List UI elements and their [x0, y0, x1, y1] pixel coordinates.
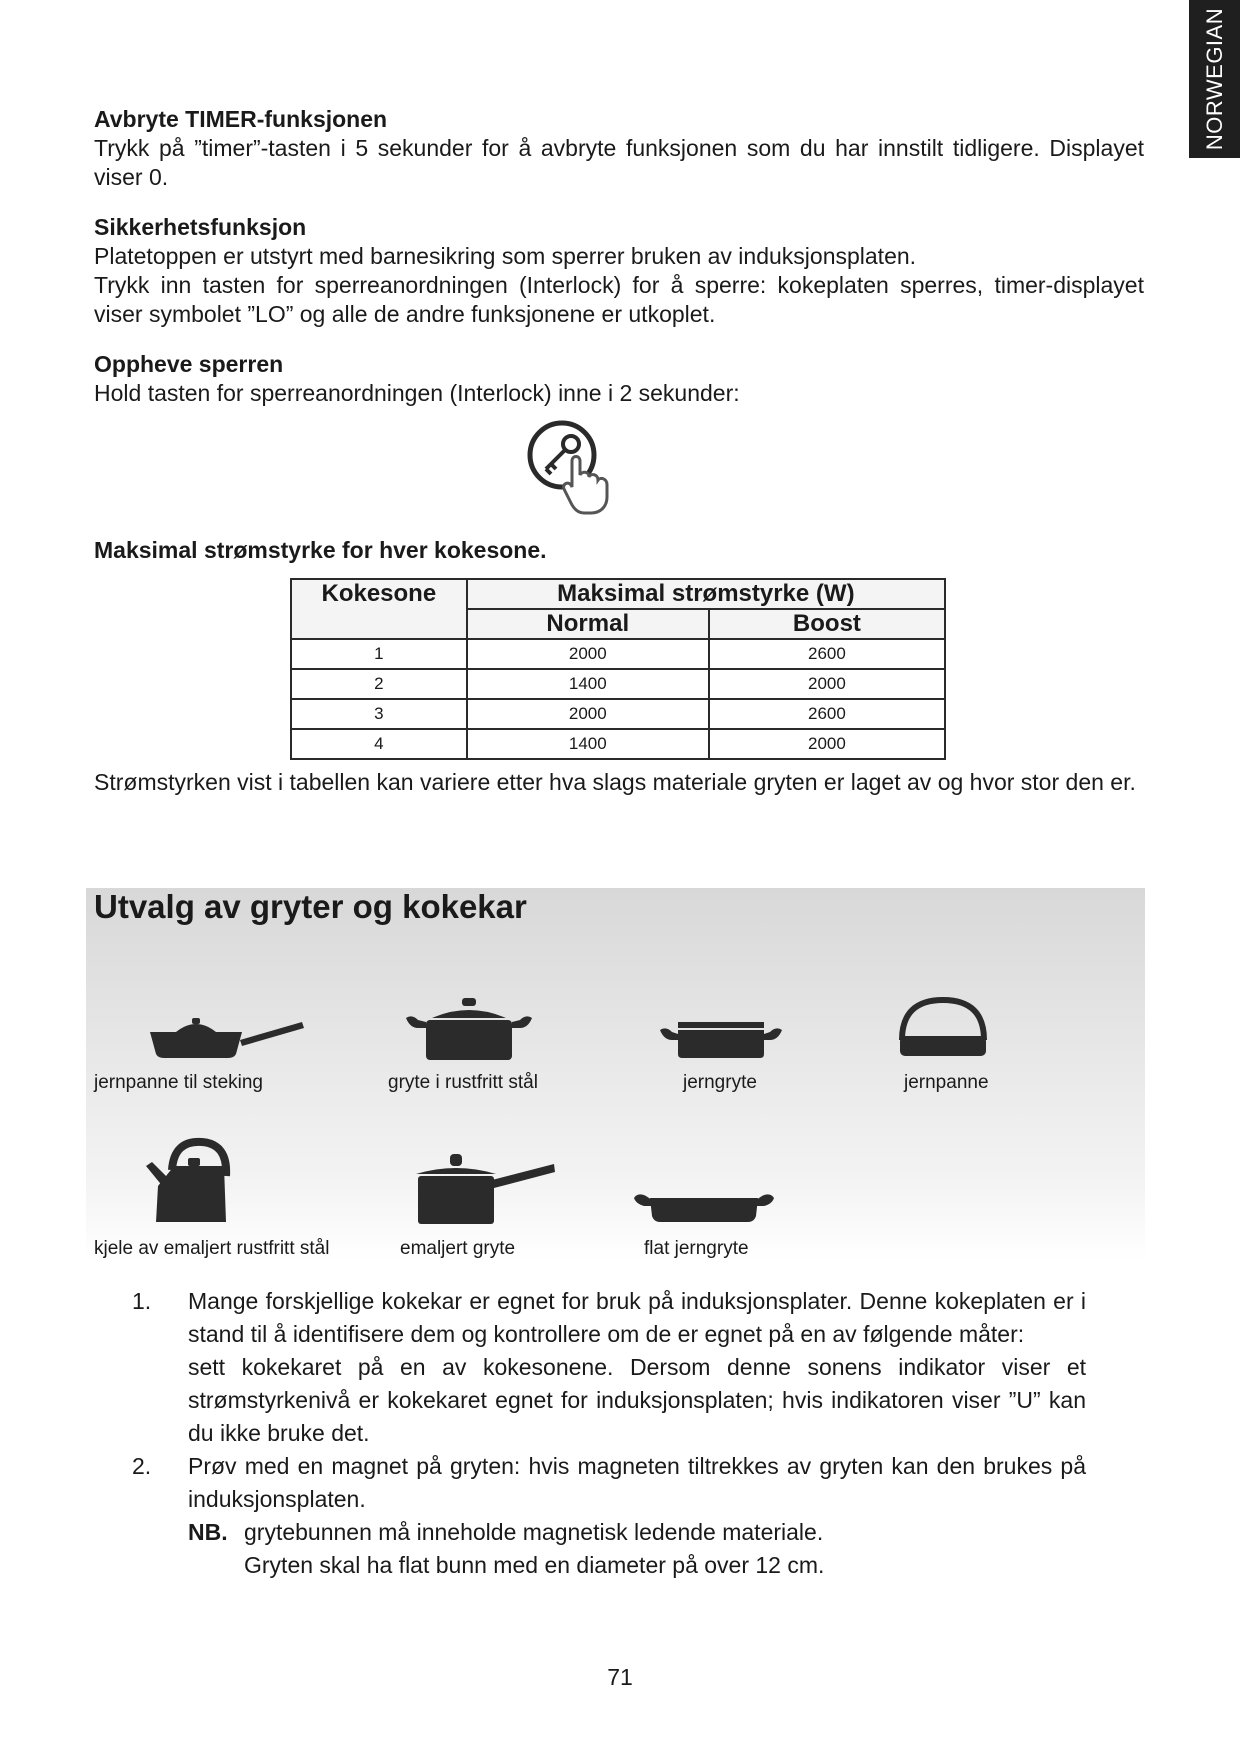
cookware-label: jernpanne [904, 1072, 989, 1093]
nb-label: NB. [188, 1519, 228, 1545]
safety-body-2: Trykk inn tasten for sperreanordningen (Interlock) for å sperre: kokeplaten sperres, timer-displayet viser symbolet ”LO” og alle de andre funksjonene er utkoplet. [94, 272, 1144, 327]
boost-cell: 2000 [709, 729, 945, 759]
table-row [291, 639, 945, 669]
boost-cell: 2000 [709, 669, 945, 699]
table-row [291, 669, 945, 699]
power-table [290, 578, 946, 760]
frying-pan-icon [146, 1012, 306, 1062]
kettle-icon [144, 1136, 244, 1226]
boost-cell: 2600 [709, 699, 945, 729]
zone-cell: 2 [291, 669, 467, 699]
safety-body-1: Platetoppen er utstyrt med barnesikring som sperrer bruken av induksjonsplaten. [94, 243, 917, 269]
list-item-text: Mange forskjellige kokekar er egnet for bruk på induksjonsplater. Denne kokeplaten er i stand til å identifisere dem og kontrollere om de er egnet på en av følgende måter: [188, 1288, 1086, 1347]
cookware-label: jerngryte [683, 1072, 757, 1093]
table-row [291, 699, 945, 729]
nb-note [132, 1516, 1086, 1549]
list-item-number: 2. [132, 1453, 152, 1479]
cookware-label: kjele av emaljert rustfritt stål [94, 1238, 330, 1259]
enamel-saucepan-icon [414, 1152, 556, 1226]
normal-cell: 1400 [467, 669, 709, 699]
zone-cell: 3 [291, 699, 467, 729]
unlock-body: Hold tasten for sperreanordningen (Interlock) inne i 2 sekunder: [94, 380, 740, 406]
header-zone: Kokesone [291, 579, 467, 639]
unlock-section [94, 350, 1144, 408]
list-item-number: 1. [132, 1288, 152, 1314]
list-item [132, 1285, 1086, 1450]
language-tab [1189, 0, 1240, 158]
header-boost: Boost [709, 609, 945, 639]
unlock-heading: Oppheve sperren [94, 351, 284, 377]
power-table-note: Strømstyrken vist i tabellen kan variere etter hva slags materiale gryten er laget av og hvor stor den er. [94, 769, 1136, 795]
instructions-list [132, 1285, 1086, 1582]
header-normal: Normal [467, 609, 709, 639]
stainless-pot-icon [404, 998, 534, 1062]
key-press-icon [524, 417, 616, 517]
iron-pan-icon [896, 996, 990, 1058]
header-max-power: Maksimal strømstyrke (W) [467, 579, 945, 609]
cookware-label: emaljert gryte [400, 1238, 516, 1259]
safety-section [94, 213, 1144, 329]
timer-heading: Avbryte TIMER-funksjonen [94, 106, 388, 132]
list-item [132, 1450, 1086, 1516]
timer-body: Trykk på ”timer”-tasten i 5 sekunder for å avbryte funksjonen som du har innstilt tidligere. Displayet viser 0. [94, 135, 1144, 190]
list-item-text: sett kokekaret på en av kokesonene. Dersom denne sonens indikator viser et strømstyrkenivå er kokekaret egnet for induksjonsplaten; hvis indikatoren viser ”U” kan du ikke bruke det. [188, 1354, 1086, 1446]
safety-heading: Sikkerhetsfunksjon [94, 214, 307, 240]
nb-text: grytebunnen må inneholde magnetisk ledende materiale. [244, 1519, 824, 1545]
language-tab-label: NORWEGIAN [1201, 7, 1227, 151]
normal-cell: 2000 [467, 699, 709, 729]
normal-cell: 1400 [467, 729, 709, 759]
iron-casserole-icon [658, 1020, 784, 1060]
normal-cell: 2000 [467, 639, 709, 669]
boost-cell: 2600 [709, 639, 945, 669]
flat-iron-pan-icon [632, 1190, 776, 1226]
cookware-label: jernpanne til steking [94, 1072, 263, 1093]
timer-section [94, 105, 1144, 192]
nb-text-2: Gryten skal ha flat bunn med en diameter på over 12 cm. [244, 1552, 825, 1578]
page-number: 71 [607, 1664, 633, 1690]
cookware-label: flat jerngryte [644, 1238, 749, 1259]
cookware-title: Utvalg av gryter og kokekar [94, 888, 527, 925]
table-row [291, 729, 945, 759]
zone-cell: 4 [291, 729, 467, 759]
cookware-label: gryte i rustfritt stål [388, 1072, 538, 1093]
list-item-text: Prøv med en magnet på gryten: hvis magneten tiltrekkes av gryten kan den brukes på induksjonsplaten. [188, 1453, 1086, 1512]
zone-cell: 1 [291, 639, 467, 669]
power-table-title: Maksimal strømstyrke for hver kokesone. [94, 537, 547, 563]
